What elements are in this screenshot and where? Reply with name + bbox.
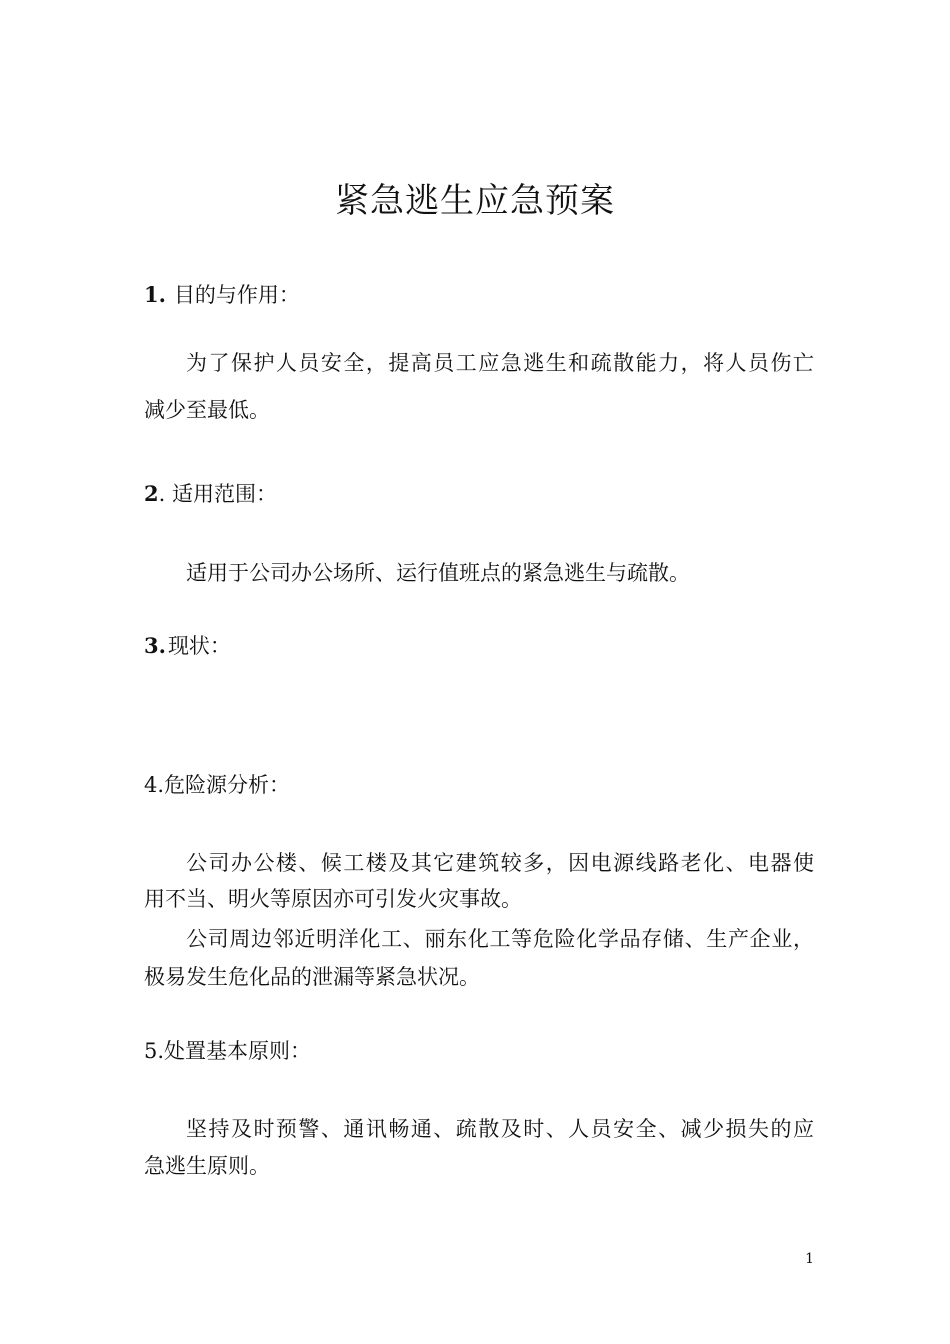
paragraph-line: 极易发生危化品的泄漏等紧急状况。 [144, 965, 480, 989]
section-title: 处置基本原则： [164, 1039, 312, 1063]
section-heading-1 [144, 280, 814, 310]
paragraph-text: 公司周边邻近明洋化工、丽东化工等危险化学品存储、生产企业， [186, 927, 814, 951]
section-heading-3 [144, 631, 814, 661]
section-title: . 适用范围： [158, 482, 277, 506]
paragraph-text: 为了保护人员安全，提高员工应急逃生和疏散能力，将人员伤亡 [186, 351, 814, 375]
section-title: 危险源分析： [164, 773, 291, 797]
paragraph-line [186, 924, 814, 954]
section-heading-4 [144, 770, 814, 800]
paragraph-text: 坚持及时预警、通讯畅通、疏散及时、人员安全、减少损失的应 [186, 1117, 814, 1141]
section-title: 目的与作用： [173, 283, 300, 307]
paragraph-line [186, 848, 814, 878]
section-heading-2 [144, 479, 814, 509]
section-number: 5. [144, 1039, 165, 1063]
paragraph-line: 适用于公司办公场所、运行值班点的紧急逃生与疏散。 [186, 561, 690, 585]
paragraph-line [186, 348, 814, 378]
paragraph-line: 用不当、明火等原因亦可引发火灾事故。 [144, 887, 522, 911]
section-number: 1. [144, 282, 166, 307]
paragraph-text: 公司办公楼、候工楼及其它建筑较多，因电源线路老化、电器使 [186, 851, 814, 875]
section-number: 2 [144, 481, 159, 506]
section-heading-5 [144, 1036, 814, 1066]
section-number: 4. [144, 773, 165, 797]
document-title: 紧急逃生应急预案 [335, 181, 615, 221]
section-number: 3. [144, 633, 166, 658]
paragraph-line [186, 1114, 814, 1144]
paragraph-line: 减少至最低。 [144, 398, 270, 422]
paragraph-line: 急逃生原则。 [144, 1154, 270, 1178]
section-title: 现状： [167, 634, 231, 658]
page-number: 1 [805, 1251, 814, 1267]
